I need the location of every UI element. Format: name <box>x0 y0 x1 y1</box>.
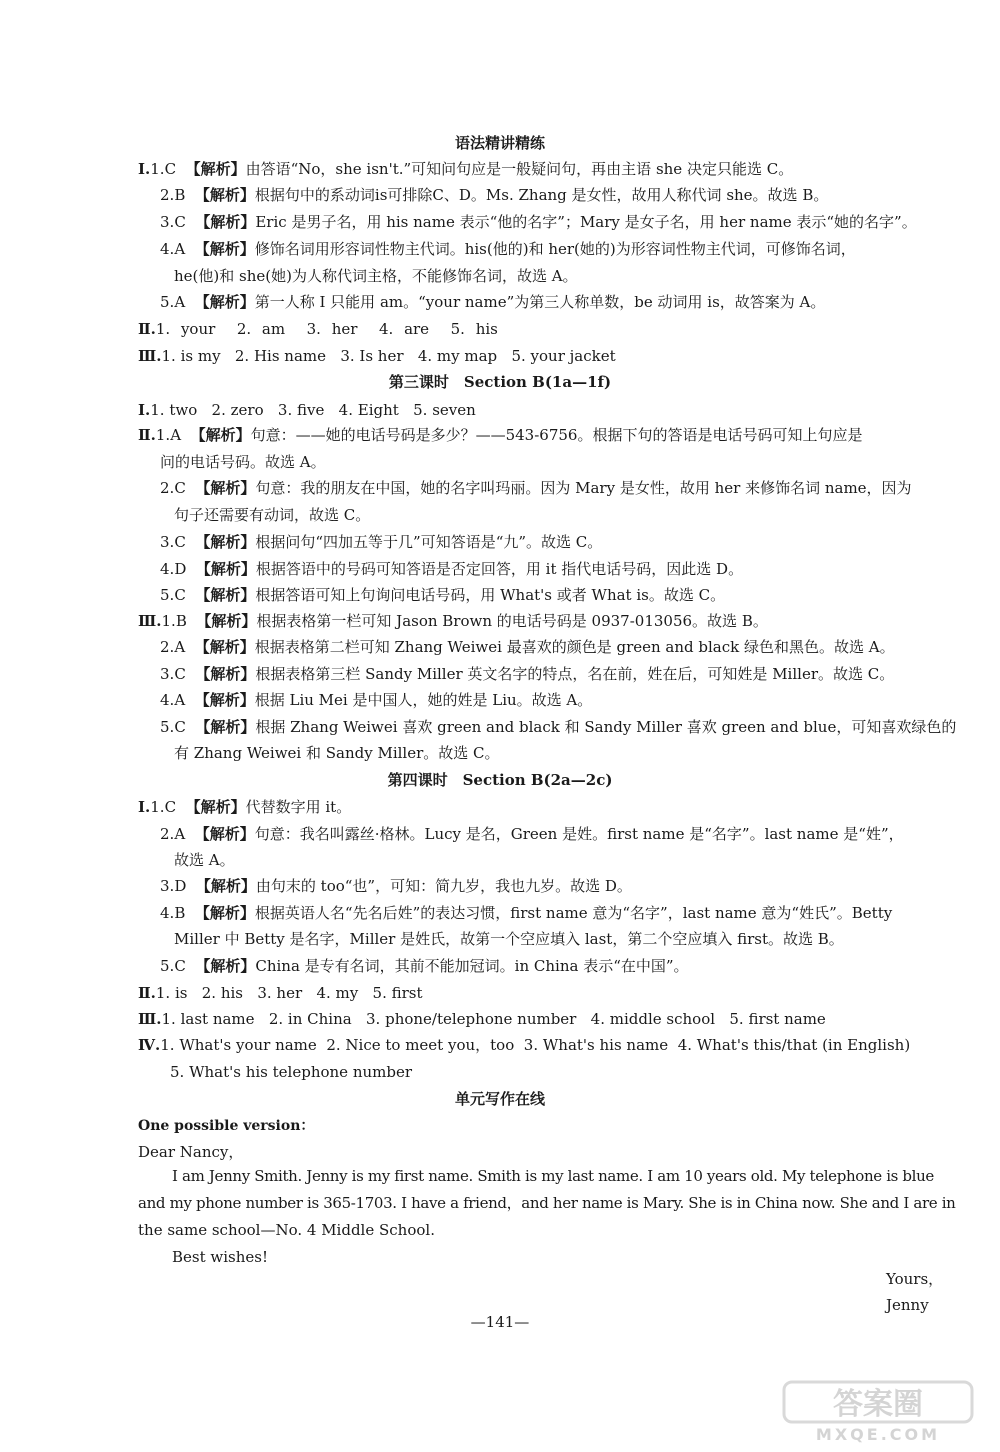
grammar-item-2 <box>160 183 828 207</box>
item-number: 1. <box>150 798 165 816</box>
letter-body-line-2: and my phone number is 365-1703. I have a friend，and her name is Mary. She is in China now. She and I are in <box>138 1194 956 1212</box>
answer: 1. is <box>155 984 188 1002</box>
answer: 3. five <box>277 401 325 419</box>
part-label: Ⅱ. <box>138 984 156 1002</box>
watermark-top-text: 答案圈 <box>833 1387 923 1422</box>
answer: 1. your <box>155 320 216 338</box>
item-number: 4. <box>160 240 175 258</box>
answer: C <box>174 957 186 975</box>
analysis-tag: 【解析】 <box>194 691 255 709</box>
lesson3-ii-item-3 <box>160 530 602 554</box>
part-label: Ⅲ. <box>138 612 162 630</box>
answer: 2. zero <box>211 401 264 419</box>
lesson3-iii-item-1 <box>138 609 768 633</box>
letter-closing: Best wishes! <box>172 1248 268 1266</box>
grammar-item-3 <box>160 210 917 234</box>
lesson4-part-iii <box>138 1007 826 1031</box>
analysis-tag: 【解析】 <box>196 612 257 630</box>
item-number: 5. <box>160 586 175 604</box>
answer: 4. my <box>316 984 359 1002</box>
section-heading-grammar: 语法精讲精练 <box>454 134 545 152</box>
item-number: 1. <box>161 612 176 630</box>
explanation: 根据句中的系动词is可排除C、D。Ms. Zhang 是女性，故用人称代词 she。故选 B。 <box>254 186 829 204</box>
explanation: 由答语“No，she isn't.”可知问句应是一般疑问句，再由主语 she 决定只能选 C。 <box>245 160 794 178</box>
answer: 2. his <box>201 984 244 1002</box>
lesson3-iii-item-2 <box>160 635 895 659</box>
grammar-item-4 <box>160 237 856 261</box>
lesson3-iii-item-5-cont: 有 Zhang Weiwei 和 Sandy Miller。故选 C。 <box>174 744 500 762</box>
page-number: —141— <box>470 1313 530 1331</box>
watermark-logo <box>778 1378 978 1444</box>
section-heading-lesson3: 第三课时 Section B(1a—1f) <box>388 373 612 391</box>
answer: 2. in China <box>268 1010 352 1028</box>
item-number: 3. <box>160 533 175 551</box>
analysis-tag: 【解析】 <box>185 160 246 178</box>
answer: C <box>174 586 186 604</box>
answer: 5. first name <box>729 1010 826 1028</box>
letter-greeting: Dear Nancy， <box>138 1143 244 1161</box>
answer: C <box>164 160 177 178</box>
answer: A <box>174 240 186 258</box>
answer: 3. phone/telephone number <box>366 1010 577 1028</box>
answer: D <box>174 877 187 895</box>
lesson4-i-item-2 <box>160 822 904 846</box>
item-number: 4. <box>160 904 175 922</box>
lesson3-ii-item-2-cont: 句子还需要有动词，故选 C。 <box>174 506 371 524</box>
answer: 2. am <box>236 320 286 338</box>
part-label: Ⅳ. <box>138 1036 161 1054</box>
answer: C <box>164 798 177 816</box>
lesson3-ii-item-5 <box>160 583 725 607</box>
letter-signature: Jenny <box>886 1296 929 1314</box>
part-label: Ⅰ. <box>138 401 151 419</box>
analysis-tag: 【解析】 <box>195 479 256 497</box>
lesson3-iii-item-4 <box>160 688 592 712</box>
analysis-tag: 【解析】 <box>195 877 256 895</box>
part-label: Ⅱ. <box>138 320 156 338</box>
answer: 3. her <box>306 320 358 338</box>
answer: D <box>174 560 187 578</box>
lesson3-ii-item-1 <box>138 423 862 447</box>
letter-yours: Yours， <box>886 1270 944 1288</box>
item-number: 4. <box>160 691 175 709</box>
item-number: 2. <box>160 638 175 656</box>
lesson3-iii-item-3 <box>160 662 894 686</box>
explanation: 由句末的 too“也”，可知：简九岁，我也九岁。故选 D。 <box>255 877 632 895</box>
explanation: 根据 Liu Mei 是中国人，她的姓是 Liu。故选 A。 <box>254 691 593 709</box>
section-heading-writing: 单元写作在线 <box>454 1090 545 1108</box>
explanation: Eric 是男子名，用 his name 表示“他的名字”；Mary 是女子名，用 her name 表示“她的名字”。 <box>255 213 917 231</box>
answer: 5. your jacket <box>511 347 616 365</box>
answer: 5. his <box>450 320 498 338</box>
item-number: 3. <box>160 213 175 231</box>
item-number: 5. <box>160 293 175 311</box>
explanation: 根据英语人名“先名后姓”的表达习惯，first name 意为“名字”，last name 意为“姓氏”。Betty <box>254 904 893 922</box>
grammar-item-4-cont: he(他)和 she(她)为人称代词主格，不能修饰名词，故选 A。 <box>174 267 578 285</box>
explanation: 代替数字用 it。 <box>245 798 352 816</box>
answer: C <box>174 718 186 736</box>
item-number: 5. <box>160 718 175 736</box>
letter-body-line-1: I am Jenny Smith. Jenny is my first name. Smith is my last name. I am 10 years old. My telephone is blue <box>172 1167 934 1185</box>
analysis-tag: 【解析】 <box>194 638 255 656</box>
explanation: 根据答语中的号码可知答语是否定回答，用 it 指代电话号码，因此选 D。 <box>255 560 744 578</box>
analysis-tag: 【解析】 <box>194 240 255 258</box>
answer: 2. His name <box>234 347 326 365</box>
analysis-tag: 【解析】 <box>195 718 256 736</box>
answer: 1. last name <box>161 1010 255 1028</box>
answer: 5. first <box>372 984 423 1002</box>
answer: 4. What's this/that (in English) <box>677 1036 911 1054</box>
letter-body-line-3: the same school—No. 4 Middle School. <box>138 1221 435 1239</box>
item-number: 3. <box>160 877 175 895</box>
analysis-tag: 【解析】 <box>195 957 256 975</box>
analysis-tag: 【解析】 <box>195 533 256 551</box>
analysis-tag: 【解析】 <box>190 426 251 444</box>
item-number: 2. <box>160 186 175 204</box>
item-number: 2. <box>160 479 175 497</box>
answer: 5. seven <box>413 401 476 419</box>
explanation: 根据答语可知上句询问电话号码，用 What's 或者 What is。故选 C。 <box>255 586 726 604</box>
answer: 3. What's his name <box>523 1036 669 1054</box>
answer: 4. are <box>378 320 430 338</box>
explanation: 句意：——她的电话号码是多少？——543-6756。根据下句的答语是电话号码可知上句应是 <box>250 426 863 444</box>
lesson3-ii-item-2 <box>160 476 912 500</box>
lesson4-i-item-2-cont: 故选 A。 <box>174 851 235 869</box>
item-number: 2. <box>160 825 175 843</box>
analysis-tag: 【解析】 <box>195 560 256 578</box>
analysis-tag: 【解析】 <box>195 586 256 604</box>
part-label: Ⅰ. <box>138 160 151 178</box>
answer: 3. Is her <box>340 347 404 365</box>
answer: A <box>174 293 186 311</box>
explanation: 修饰名词用形容词性物主代词。his(他的)和 her(她的)为形容词性物主代词，可修饰名词， <box>254 240 856 258</box>
analysis-tag: 【解析】 <box>194 825 255 843</box>
answer: C <box>174 479 186 497</box>
answer: B <box>174 186 186 204</box>
explanation: 根据表格第一栏可知 Jason Brown 的电话号码是 0937-013056。故选 B。 <box>256 612 768 630</box>
grammar-part-ii <box>138 317 498 341</box>
explanation: 第一人称 I 只能用 am。“your name”为第三人称单数，be 动词用 is，故答案为 A。 <box>254 293 826 311</box>
answer: A <box>174 825 186 843</box>
lesson3-part-i <box>138 398 476 422</box>
lesson3-ii-item-4 <box>160 557 743 581</box>
lesson4-i-item-5 <box>160 954 689 978</box>
answer: 4. my map <box>417 347 498 365</box>
item-number: 5. <box>160 957 175 975</box>
answer: 1. What's your name <box>160 1036 317 1054</box>
answer: 2. Nice to meet you，too <box>326 1036 515 1054</box>
answer: 3. her <box>257 984 303 1002</box>
lesson4-i-item-4 <box>160 901 892 925</box>
analysis-tag: 【解析】 <box>195 665 256 683</box>
analysis-tag: 【解析】 <box>194 293 255 311</box>
watermark-bottom-text: MXQE.COM <box>815 1425 941 1444</box>
answer: A <box>170 426 182 444</box>
answer: C <box>174 665 186 683</box>
lesson4-i-item-1 <box>138 795 351 819</box>
lesson4-i-item-3 <box>160 874 632 898</box>
lesson3-iii-item-5 <box>160 715 956 739</box>
answer: 4. middle school <box>590 1010 716 1028</box>
lesson3-ii-item-1-cont: 问的电话号码。故选 A。 <box>160 453 326 471</box>
answer: C <box>174 533 186 551</box>
answer: B <box>174 904 186 922</box>
answer: A <box>174 691 186 709</box>
item-number: 1. <box>155 426 171 444</box>
section-heading-lesson4: 第四课时 Section B(2a—2c) <box>387 771 613 789</box>
answer: 1. two <box>150 401 198 419</box>
lesson4-part-iv-cont: 5. What's his telephone number <box>170 1063 413 1081</box>
part-label: Ⅲ. <box>138 1010 162 1028</box>
answer: A <box>174 638 186 656</box>
part-label: Ⅱ. <box>138 426 156 444</box>
analysis-tag: 【解析】 <box>195 213 256 231</box>
grammar-part-iii <box>138 344 616 368</box>
item-number: 1. <box>150 160 165 178</box>
explanation: China 是专有名词，其前不能加冠词。in China 表示“在中国”。 <box>255 957 689 975</box>
explanation: 句意：我名叫露丝·格林。Lucy 是名，Green 是姓。first name 是“名字”。last name 是“姓”， <box>254 825 904 843</box>
analysis-tag: 【解析】 <box>194 904 255 922</box>
answer: B <box>175 612 187 630</box>
item-number: 3. <box>160 665 175 683</box>
explanation: 根据表格第三栏 Sandy Miller 英文名字的特点，名在前，姓在后，可知姓是 Miller。故选 C。 <box>255 665 895 683</box>
lesson4-part-iv <box>138 1033 910 1057</box>
explanation: 句意：我的朋友在中国，她的名字叫玛丽。因为 Mary 是女性，故用 her 来修饰名词 name，因为 <box>255 479 912 497</box>
explanation: 根据问句“四加五等于几”可知答语是“九”。故选 C。 <box>255 533 603 551</box>
version-label: One possible version： <box>138 1118 315 1134</box>
analysis-tag: 【解析】 <box>194 186 255 204</box>
lesson4-part-ii <box>138 981 423 1005</box>
part-label: Ⅲ. <box>138 347 162 365</box>
answer: C <box>174 213 186 231</box>
explanation: 根据表格第二栏可知 Zhang Weiwei 最喜欢的颜色是 green and black 绿色和黑色。故选 A。 <box>254 638 895 656</box>
part-label: Ⅰ. <box>138 798 151 816</box>
answer: 4. Eight <box>338 401 399 419</box>
item-number: 4. <box>160 560 175 578</box>
explanation: 根据 Zhang Weiwei 喜欢 green and black 和 Sandy Miller 喜欢 green and blue，可知喜欢绿色的 <box>255 718 957 736</box>
grammar-item-5 <box>160 290 825 314</box>
grammar-item-1 <box>138 157 793 181</box>
analysis-tag: 【解析】 <box>185 798 246 816</box>
answer: 1. is my <box>161 347 221 365</box>
lesson4-i-item-4-cont: Miller 中 Betty 是名字，Miller 是姓氏，故第一个空应填入 last，第二个空应填入 first。故选 B。 <box>174 930 844 948</box>
